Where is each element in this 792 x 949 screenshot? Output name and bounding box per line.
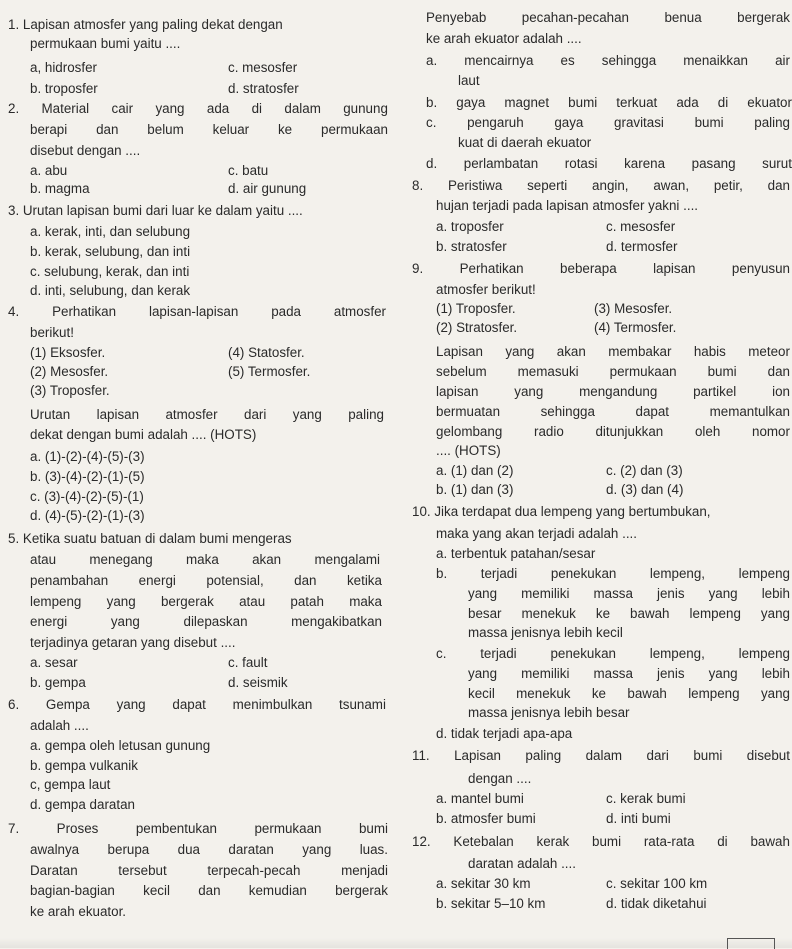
text-line: d. tidak diketahui (606, 896, 707, 911)
text-line: 8. Peristiwa seperti angin, awan, petir, dan (412, 178, 790, 193)
text-line: 1. Lapisan atmosfer yang paling dekat dengan (8, 17, 283, 32)
text-line: d. stratosfer (228, 81, 299, 96)
text-line: b. stratosfer (436, 239, 507, 254)
text-line: daratan adalah .... (468, 856, 576, 871)
text-line: a. sekitar 30 km (436, 876, 531, 891)
text-line: kecil menekuk ke bawah lempeng yang (468, 686, 790, 701)
text-line: atmosfer berikut! (436, 282, 536, 297)
text-line: b. gempa (30, 675, 86, 690)
text-line: c, gempa laut (30, 777, 111, 792)
text-line: 6. Gempa yang dapat menimbulkan tsunami (8, 697, 386, 712)
text-line: b. troposfer (30, 81, 98, 96)
text-line: a. mantel bumi (436, 791, 524, 806)
text-line: bermuatan sehingga dapat memantulkan (436, 404, 790, 419)
text-line: a. mencairnya es sehingga menaikkan air (426, 53, 790, 68)
text-line: (3) Mesosfer. (594, 301, 673, 316)
text-line: c. batu (228, 163, 269, 178)
text-line: lempeng yang bergerak atau patah maka (30, 594, 382, 609)
text-line: (4) Termosfer. (594, 320, 677, 335)
text-line: massa jenisnya lebih besar (468, 705, 630, 720)
text-line: 11. Lapisan paling dalam dari bumi disebut (412, 748, 790, 763)
text-line: 3. Urutan lapisan bumi dari luar ke dalam yaitu .... (8, 203, 303, 218)
text-line: Penyebab pecahan-pecahan benua bergerak (426, 10, 790, 25)
text-line: c. (2) dan (3) (606, 463, 683, 478)
text-line: d. air gunung (228, 181, 307, 196)
text-line: b. kerak, selubung, dan inti (30, 244, 191, 259)
text-line: yang memiliki massa jenis yang lebih (468, 666, 790, 681)
text-line: kuat di daerah ekuator (458, 135, 592, 150)
text-line: massa jenisnya lebih kecil (468, 625, 623, 640)
text-line: (2) Stratosfer. (436, 320, 518, 335)
text-line: gelombang radio ditunjukkan oleh nomor (436, 424, 790, 439)
text-line: besar menekuk ke bawah lempeng yang (468, 606, 790, 621)
text-line: b. magma (30, 181, 90, 196)
text-line: lapisan yang mengandung partikel ion (436, 384, 790, 399)
text-line: 5. Ketika suatu batuan di dalam bumi mengeras (8, 531, 292, 546)
text-line: ke arah ekuator. (30, 904, 127, 919)
text-line: b. (3)-(4)-(2)-(1)-(5) (30, 469, 145, 484)
text-line: (5) Termosfer. (228, 364, 311, 379)
text-line: 4. Perhatikan lapisan-lapisan pada atmosfer (8, 304, 386, 319)
page-number-box (727, 938, 775, 949)
text-line: berikut! (30, 325, 74, 340)
text-line: awalnya berupa dua daratan yang luas. (30, 842, 388, 857)
text-line: terjadinya getaran yang disebut .... (30, 635, 236, 650)
text-line: a, hidrosfer (30, 60, 97, 75)
text-line: b. terjadi penekukan lempeng, lempeng (436, 566, 790, 581)
text-line: d. inti bumi (606, 811, 671, 826)
text-line: c. selubung, kerak, dan inti (30, 264, 190, 279)
text-line: d. perlambatan rotasi karena pasang surut (426, 156, 792, 171)
text-line: a. sesar (30, 655, 78, 670)
text-line: ke arah ekuator adalah .... (426, 31, 582, 46)
text-line: a. kerak, inti, dan selubung (30, 224, 191, 239)
text-line: d. (4)-(5)-(2)-(1)-(3) (30, 508, 145, 523)
text-line: c. mesosfer (228, 60, 298, 75)
text-line: c. pengaruh gaya gravitasi bumi paling (426, 115, 790, 130)
text-line: penambahan energi potensial, dan ketika (30, 573, 382, 588)
page-shadow (0, 938, 792, 948)
text-line: berapi dan belum keluar ke permukaan (30, 122, 388, 137)
text-line: (3) Troposfer. (30, 383, 110, 398)
text-line: c. sekitar 100 km (606, 876, 708, 891)
text-line: Lapisan yang akan membakar habis meteor (436, 344, 790, 359)
text-line: a. (1) dan (2) (436, 463, 514, 478)
text-line: c. mesosfer (606, 219, 676, 234)
text-line: 9. Perhatikan beberapa lapisan penyusun (412, 261, 790, 276)
text-line: b. gempa vulkanik (30, 758, 138, 773)
text-line: dekat dengan bumi adalah .... (HOTS) (30, 427, 257, 442)
text-line: Urutan lapisan atmosfer dari yang paling (30, 407, 384, 422)
text-line: d. termosfer (606, 239, 678, 254)
text-line: a. gempa oleh letusan gunung (30, 738, 211, 753)
text-line: (1) Troposfer. (436, 301, 516, 316)
text-line: bagian-bagian kecil dan kemudian bergerak (30, 883, 388, 898)
text-line: sebelum memasuki permukaan bumi dan (436, 364, 790, 379)
text-line: a. terbentuk patahan/sesar (436, 546, 596, 561)
text-line: c. kerak bumi (606, 791, 686, 806)
text-line: disebut dengan .... (30, 143, 141, 158)
text-line: b. atmosfer bumi (436, 811, 536, 826)
text-line: d. inti, selubung, dan kerak (30, 283, 191, 298)
text-line: d. tidak terjadi apa-apa (436, 726, 573, 741)
text-line: c. (3)-(4)-(2)-(5)-(1) (30, 489, 144, 504)
text-line: (1) Eksosfer. (30, 345, 106, 360)
text-line: 2. Material cair yang ada di dalam gunung (8, 101, 388, 116)
text-line: c. fault (228, 655, 268, 670)
text-line: maka yang akan terjadi adalah .... (436, 526, 637, 541)
text-line: hujan terjadi pada lapisan atmosfer yakni .... (436, 198, 699, 213)
text-line: b. sekitar 5–10 km (436, 896, 546, 911)
text-line: yang memiliki massa jenis yang lebih (468, 586, 790, 601)
text-line: d. seismik (228, 675, 288, 690)
text-line: .... (HOTS) (436, 443, 501, 458)
text-line: permukaan bumi yaitu .... (30, 36, 181, 51)
text-line: energi yang dilepaskan mengakibatkan (30, 614, 382, 629)
text-line: a. (1)-(2)-(4)-(5)-(3) (30, 449, 145, 464)
text-line: (2) Mesosfer. (30, 364, 109, 379)
text-line: laut (458, 73, 480, 88)
text-line: d. (3) dan (4) (606, 482, 684, 497)
text-line: atau menegang maka akan mengalami (30, 552, 380, 567)
text-line: Daratan tersebut terpecah-pecah menjadi (30, 863, 388, 878)
text-line: 12. Ketebalan kerak bumi rata-rata di bawah (412, 834, 790, 849)
text-line: 10. Jika terdapat dua lempeng yang bertumbukan, (412, 504, 711, 519)
text-line: adalah .... (30, 718, 89, 733)
text-line: b. (1) dan (3) (436, 482, 514, 497)
text-line: d. gempa daratan (30, 797, 135, 812)
text-line: 7. Proses pembentukan permukaan bumi (8, 821, 388, 836)
text-line: dengan .... (468, 771, 532, 786)
text-line: a. troposfer (436, 219, 504, 234)
text-line: c. terjadi penekukan lempeng, lempeng (436, 646, 790, 661)
text-line: a. abu (30, 163, 68, 178)
text-line: (4) Statosfer. (228, 345, 305, 360)
text-line: b. gaya magnet bumi terkuat ada di ekuator (426, 95, 792, 110)
